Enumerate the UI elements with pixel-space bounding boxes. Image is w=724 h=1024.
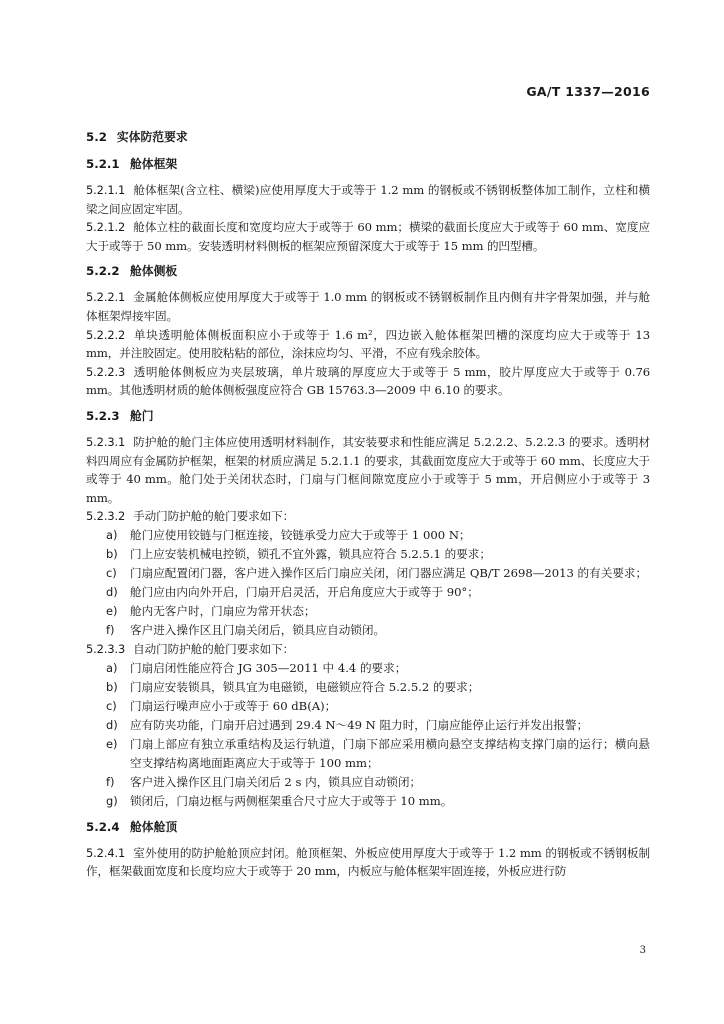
section-title: 实体防范要求 [116,130,188,144]
automatic-door-requirements-list [86,659,650,811]
clause-text: 手动门防护舱的舱门要求如下： [133,509,295,524]
clause-5-2-3-3 [86,640,650,659]
list-item-text: 锁闭后，门扇边框与两侧框架重合尺寸应大于或等于 10 mm。 [130,793,453,808]
section-heading-5-2-1 [86,155,650,173]
page-number: 3 [639,945,646,956]
list-item [86,716,650,735]
list-marker: a) [106,527,118,542]
list-marker: f) [106,774,115,789]
section-heading-5-2-3 [86,407,650,425]
clause-text: 室外使用的防护舱舱顶应封闭。舱顶框架、外板应使用厚度大于或等于 1.2 mm 的钢板或不锈钢板制作，框架截面宽度和长度均应大于或等于 20 mm，内板应与舱体框架牢固连接，外板应进行防 [86,845,650,879]
section-title: 舱门 [130,408,154,423]
standard-code-header: GA/T 1337—2016 [526,84,650,99]
list-item [86,602,650,621]
list-item-text: 应有防夹功能，门扇开启过遇到 29.4 N～49 N 阻力时，门扇应能停止运行并发出报警； [130,717,589,732]
list-item [86,697,650,716]
clause-number: 5.2.1.2 [86,220,126,235]
list-item [86,659,650,678]
clause-5-2-2-3 [86,363,650,400]
clause-number: 5.2.3.2 [86,509,126,524]
list-marker: a) [106,660,118,675]
section-heading-5-2-2 [86,262,650,280]
section-number: 5.2 [86,130,107,144]
section-number: 5.2.2 [86,264,120,279]
list-marker: c) [106,565,117,580]
clause-5-2-3-1 [86,433,650,507]
clause-number: 5.2.3.1 [86,434,126,449]
list-item-text: 舱门应由内向外开启，门扇开启灵活，开启角度应大于或等于 90°； [130,584,479,599]
list-item-text: 门扇运行噪声应小于或等于 60 dB(A)； [130,698,337,713]
clause-text: 舱体框架(含立柱、横梁)应使用厚度大于或等于 1.2 mm 的钢板或不锈钢板整体加工制作，立柱和横梁之间应固定牢固。 [86,183,650,216]
list-marker: f) [106,622,115,637]
list-marker: d) [106,717,118,732]
list-item-text: 门扇上部应有独立承重结构及运行轨道，门扇下部应采用横向悬空支撑结构支撑门扇的运行；横向悬空支撑结构离地面距离应大于或等于 100 mm； [130,736,650,770]
list-marker: g) [106,793,118,808]
clause-text: 单块透明舱体侧板面积应小于或等于 1.6 m²，四边嵌入舱体框架凹槽的深度均应大于或等于 13 mm，并注胶固定。使用胶粘粘的部位，涂抹应均匀、平滑，不应有残余胶体。 [86,327,650,361]
list-item [86,621,650,640]
list-item [86,678,650,697]
clause-number: 5.2.3.3 [86,641,126,656]
clause-number: 5.2.2.1 [86,290,126,305]
clause-5-2-1-2 [86,218,650,255]
list-item [86,735,650,773]
list-item-text: 门上应安装机械电控锁，锁孔不宜外露，锁具应符合 5.2.5.1 的要求； [130,546,491,561]
section-number: 5.2.1 [86,157,120,171]
list-marker: e) [106,603,118,618]
section-title: 舱体舱顶 [130,819,178,834]
list-item [86,526,650,545]
clause-number: 5.2.4.1 [86,845,126,860]
list-marker: b) [106,679,118,694]
list-item-text: 门扇应安装锁具，锁具宜为电磁锁，电磁锁应符合 5.2.5.2 的要求； [130,679,480,694]
clause-5-2-2-1 [86,288,650,325]
list-item-text: 客户进入操作区且门扇关闭后，锁具应自动锁闭。 [130,622,386,637]
section-heading-5-2 [86,128,650,146]
section-title: 舱体框架 [130,157,178,171]
document-body [86,128,650,881]
clause-text: 透明舱体侧板应为夹层玻璃，单片玻璃的厚度应大于或等于 5 mm，胶片厚度应大于或等于 0.76 mm。其他透明材质的舱体侧板强度应符合 GB 15763.3—2009 中 6.10 的要求。 [86,364,650,398]
clause-5-2-1-1 [86,181,650,218]
manual-door-requirements-list [86,526,650,640]
list-marker: e) [106,736,118,751]
list-marker: c) [106,698,117,713]
clause-text: 金属舱体侧板应使用厚度大于或等于 1.0 mm 的钢板或不锈钢板制作且内侧有井字骨架加强，并与舱体框架焊接牢固。 [86,290,650,323]
list-item [86,545,650,564]
clause-5-2-3-2 [86,507,650,526]
list-item-text: 门扇应配置闭门器，客户进入操作区后门扇应关闭，闭门器应满足 QB/T 2698—2013 的有关要求； [130,565,648,580]
clause-number: 5.2.2.2 [86,327,126,342]
list-item [86,792,650,811]
clause-number: 5.2.1.1 [86,183,126,197]
clause-5-2-4-1 [86,844,650,881]
list-item-text: 舱内无客户时，门扇应为常开状态； [130,603,316,618]
list-item-text: 客户进入操作区且门扇关闭后 2 s 内，锁具应自动锁闭； [130,774,422,789]
section-number: 5.2.3 [86,408,120,423]
section-title: 舱体侧板 [130,264,178,279]
list-item [86,773,650,792]
list-item-text: 舱门应使用铰链与门框连接，铰链承受力应大于或等于 1 000 N； [130,527,471,542]
list-item-text: 门扇启闭性能应符合 JG 305—2011 中 4.4 的要求； [130,660,407,675]
clause-number: 5.2.2.3 [86,364,126,379]
list-marker: b) [106,546,118,561]
list-item [86,564,650,583]
section-heading-5-2-4 [86,818,650,836]
list-marker: d) [106,584,118,599]
clause-text: 自动门防护舱的舱门要求如下： [133,641,295,656]
clause-text: 防护舱的舱门主体应使用透明材料制作，其安装要求和性能应满足 5.2.2.2、5.2.2.3 的要求。透明材料四周应有金属防护框架，框架的材质应满足 5.2.1.1 的要求，其截面宽度应大于或等于 60 mm、长度应大于或等于 40 mm。舱门处于关闭状态时，门扇与门框间隙宽度应小于或等于 5 mm，开启侧应小于或等于 3 mm。 [86,434,650,505]
clause-5-2-2-2 [86,326,650,363]
list-item [86,583,650,602]
clause-text: 舱体立柱的截面长度和宽度均应大于或等于 60 mm；横梁的截面长度应大于或等于 60 mm、宽度应大于或等于 50 mm。安装透明材料侧板的框架应预留深度大于或等于 15 mm 的凹型槽。 [86,220,650,253]
section-number: 5.2.4 [86,819,120,834]
